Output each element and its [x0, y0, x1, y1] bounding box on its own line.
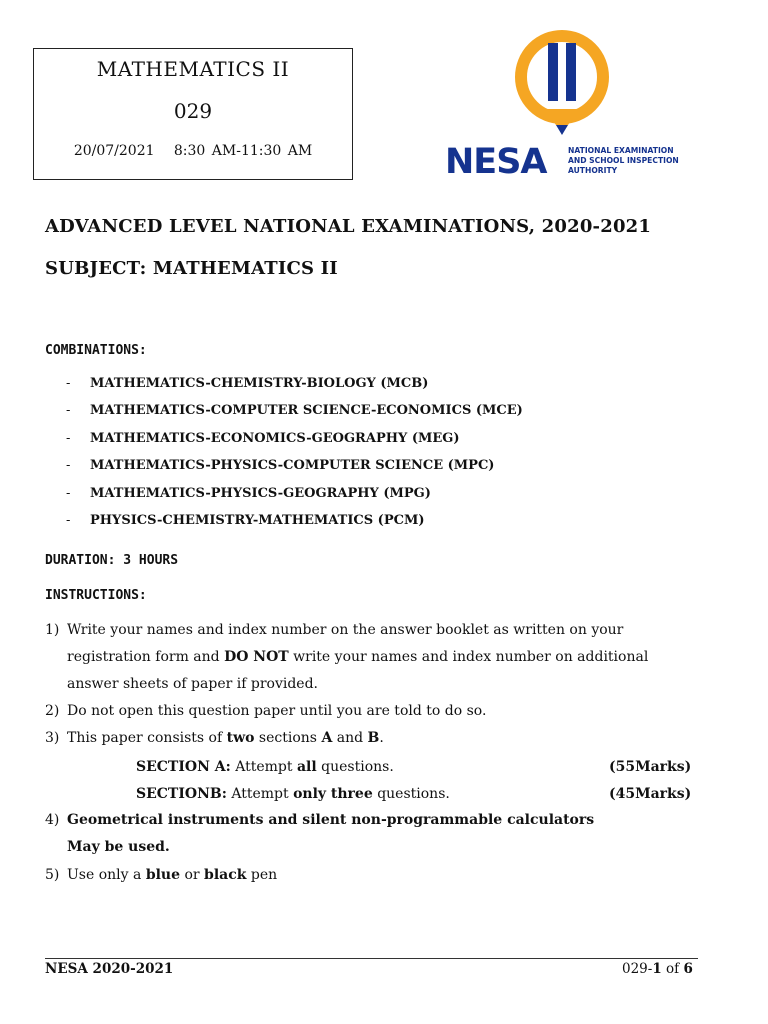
exam-title: ADVANCED LEVEL NATIONAL EXAMINATIONS, 2020-2021	[45, 216, 652, 237]
list-item: - MATHEMATICS-COMPUTER SCIENCE-ECONOMICS (MCE)	[66, 403, 523, 418]
section-b-marks: (45Marks)	[609, 786, 692, 802]
subject-title: SUBJECT: MATHEMATICS II	[45, 258, 338, 279]
instruction-1: 1) Write your names and index number on the answer booklet as written on your registration form and DO NOT write your names and index number on additional answer sheets of paper if provided.	[45, 622, 649, 692]
header-box	[33, 48, 353, 180]
footer-divider	[45, 958, 698, 959]
section-a-marks: (55Marks)	[609, 759, 692, 775]
section-a-line: SECTION A: Attempt all questions.	[136, 759, 394, 775]
logo-subtitle-line: AUTHORITY	[568, 166, 618, 175]
exam-time: 8:30 AM-11:30 AM	[173, 143, 313, 159]
exam-date-time	[34, 143, 352, 159]
list-item: - MATHEMATICS-ECONOMICS-GEOGRAPHY (MEG)	[66, 431, 460, 446]
combinations-label: COMBINATIONS:	[45, 343, 147, 358]
paper-title: MATHEMATICS II	[96, 57, 290, 81]
list-item: - MATHEMATICS-CHEMISTRY-BIOLOGY (MCB)	[66, 376, 429, 391]
instructions-label: INSTRUCTIONS:	[45, 588, 147, 603]
list-item: - PHYSICS-CHEMISTRY-MATHEMATICS (PCM)	[66, 513, 425, 528]
logo-wordmark: NESA	[445, 142, 547, 182]
logo-subtitle-line: NATIONAL EXAMINATION	[568, 146, 674, 155]
logo-subtitle-line: AND SCHOOL INSPECTION	[568, 156, 679, 165]
list-item: - MATHEMATICS-PHYSICS-GEOGRAPHY (MPG)	[66, 486, 431, 501]
exam-date: 20/07/2021	[73, 143, 155, 159]
list-item: - MATHEMATICS-PHYSICS-COMPUTER SCIENCE (MPC)	[66, 458, 495, 473]
footer-left: NESA 2020-2021	[45, 961, 174, 977]
logo-subtitle	[568, 146, 679, 176]
instruction-4: 4) Geometrical instruments and silent non-programmable calculators May be used.	[45, 812, 595, 855]
page-number: 029-1 of 6	[622, 961, 693, 977]
duration-label: DURATION: 3 HOURS	[45, 553, 179, 568]
section-b-line: SECTIONB: Attempt only three questions.	[136, 786, 450, 802]
paper-code: 029	[173, 99, 213, 123]
